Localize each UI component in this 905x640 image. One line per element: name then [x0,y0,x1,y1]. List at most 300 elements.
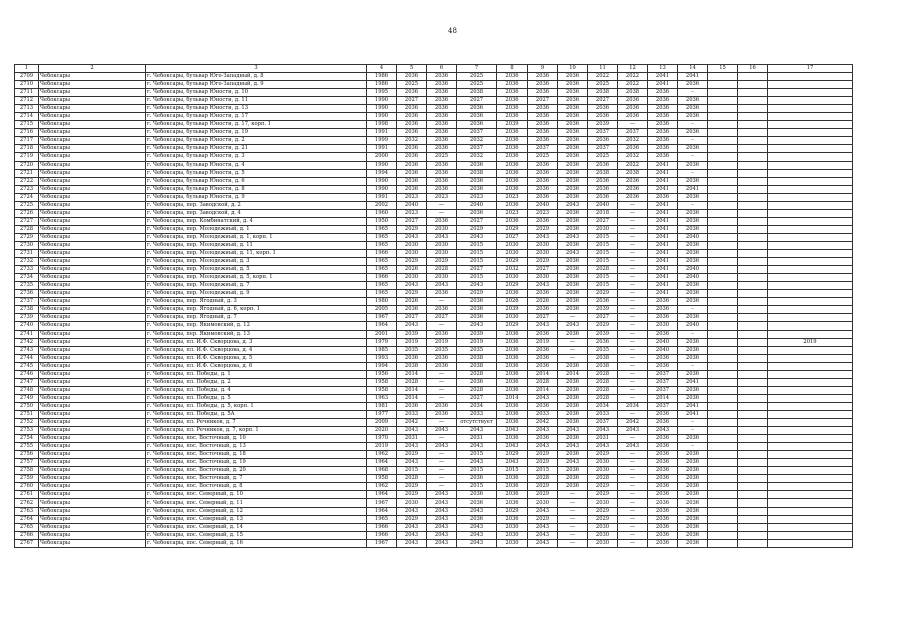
table-cell: 2752 [15,419,39,427]
table-cell: 2036 [528,217,558,225]
table-cell [768,185,853,193]
column-header: 10 [558,65,588,73]
table-cell: 2036 [497,129,528,137]
table-cell [768,402,853,410]
table-cell: 1965 [367,258,397,266]
table-cell: 2026 [397,298,427,306]
table-cell: 2036 [618,185,648,193]
table-cell: 2035 [427,346,457,354]
table-cell: 2034 [457,402,497,410]
table-cell [708,266,738,274]
table-cell: 2015 [457,258,497,266]
table-cell: 2734 [15,274,39,282]
table-row [15,435,853,443]
table-row [15,330,853,338]
table-cell: 2025 [588,153,618,161]
table-cell: 2043 [618,427,648,435]
table-cell: — [618,266,648,274]
table-cell: Чебоксары [39,258,146,266]
table-cell: 2036 [648,499,678,507]
table-cell: 2742 [15,338,39,346]
table-cell: Чебоксары [39,402,146,410]
table-cell: 2036 [558,362,588,370]
table-cell: 2036 [648,193,678,201]
table-cell: 1998 [367,121,397,129]
table-cell: 1963 [367,394,397,402]
table-cell [768,306,853,314]
table-cell: 2723 [15,185,39,193]
table-cell [738,354,768,362]
table-cell: 2040 [648,338,678,346]
table-cell: 2041 [648,282,678,290]
table-cell: — [558,523,588,531]
table-cell: 2036 [497,81,528,89]
table-cell: 2040 [588,201,618,209]
table-cell: – [678,169,708,177]
table-cell: 2043 [648,427,678,435]
table-cell: 2043 [558,427,588,435]
table-cell [708,475,738,483]
table-cell [708,169,738,177]
table-cell: 2032 [457,153,497,161]
table-cell: 2034 [588,402,618,410]
table-cell: 2030 [528,274,558,282]
table-cell: 2026 [497,298,528,306]
table-cell: Чебоксары [39,370,146,378]
table-cell: 2030 [397,241,427,249]
table-cell: 2036 [618,97,648,105]
table-cell: 1999 [367,137,397,145]
table-cell: 2022 [588,73,618,81]
table-cell: 2029 [457,290,497,298]
table-cell: 2037 [588,419,618,427]
table-cell: — [427,467,457,475]
table-cell [708,153,738,161]
table-cell: 1965 [367,282,397,290]
table-cell: г. Чебоксары, бульвар Юности, д. 3 [146,153,367,161]
table-cell [708,515,738,523]
table-cell: 2732 [15,258,39,266]
table-cell: 1968 [367,467,397,475]
table-cell: 2036 [497,113,528,121]
table-cell: 2728 [15,225,39,233]
table-cell [738,298,768,306]
table-row [15,121,853,129]
table-cell: 2040 [678,266,708,274]
table-cell [768,97,853,105]
table-cell: 2036 [397,145,427,153]
table-cell: – [678,121,708,129]
table-row [15,306,853,314]
table-cell: — [558,338,588,346]
table-cell: 2036 [648,362,678,370]
column-header: 9 [528,65,558,73]
table-cell: 2036 [588,113,618,121]
table-cell: 2043 [588,427,618,435]
table-cell: 2039 [497,121,528,129]
table-cell: 2023 [497,193,528,201]
table-cell: 2028 [397,475,427,483]
table-row [15,137,853,145]
table-cell: 1966 [367,250,397,258]
table-cell: 2036 [618,145,648,153]
table-row [15,378,853,386]
table-cell: 2758 [15,467,39,475]
table-cell: 2042 [528,419,558,427]
table-cell: 2036 [648,515,678,523]
table-cell: 2029 [588,483,618,491]
table-cell: 1990 [367,97,397,105]
table-cell: 2028 [528,475,558,483]
table-cell: г. Чебоксары, пл. Победы, д. 4 [146,386,367,394]
table-cell: 2036 [497,161,528,169]
table-row [15,233,853,241]
table-cell: — [558,314,588,322]
table-cell: 2032 [457,137,497,145]
table-cell: 2022 [618,73,648,81]
table-cell: 2023 [497,209,528,217]
table-cell: 2710 [15,81,39,89]
table-cell: 2714 [15,113,39,121]
table-cell: 2043 [558,233,588,241]
table-cell: 2743 [15,346,39,354]
table-cell: 2043 [427,523,457,531]
table-cell: 2745 [15,362,39,370]
table-cell [708,386,738,394]
table-row [15,241,853,249]
table-cell: 2023 [397,193,427,201]
table-cell [708,451,738,459]
table-cell: 2041 [648,209,678,217]
table-cell: — [618,250,648,258]
table-cell [768,419,853,427]
column-header: 14 [678,65,708,73]
table-cell: 2036 [497,330,528,338]
table-cell: 2725 [15,201,39,209]
table-cell: Чебоксары [39,531,146,539]
table-cell: 2036 [648,89,678,97]
table-cell: 2043 [397,443,427,451]
table-cell: 2038 [588,89,618,97]
table-cell: 2029 [457,225,497,233]
table-cell: 2028 [588,378,618,386]
table-cell: 2036 [497,73,528,81]
table-cell: 2019 [397,338,427,346]
table-cell: 2036 [497,475,528,483]
table-cell: 2028 [528,378,558,386]
table-cell: 1965 [367,266,397,274]
table-cell: 2036 [558,475,588,483]
table-cell: г. Чебоксары, пос. Северный, д. 16 [146,539,367,547]
table-cell [738,113,768,121]
table-cell [708,185,738,193]
table-cell: — [618,531,648,539]
table-cell: 2043 [427,531,457,539]
table-cell: 2036 [457,209,497,217]
table-cell: 2036 [558,258,588,266]
table-cell: — [618,539,648,547]
table-cell: 2036 [678,161,708,169]
table-cell: 2765 [15,523,39,531]
table-cell: 1958 [367,386,397,394]
table-cell [738,258,768,266]
table-cell: 2036 [558,298,588,306]
table-cell: 2036 [678,241,708,249]
table-cell: 2019 [528,338,558,346]
table-cell: 2029 [497,282,528,290]
table-cell [738,121,768,129]
table-cell: 2757 [15,459,39,467]
table-cell [768,217,853,225]
table-cell: 2030 [588,467,618,475]
table-cell [738,225,768,233]
table-cell: 2762 [15,499,39,507]
table-cell: 2029 [528,491,558,499]
table-cell: 2023 [427,193,457,201]
table-cell: Чебоксары [39,250,146,258]
table-cell: 2036 [397,129,427,137]
table-cell: 2027 [457,394,497,402]
table-cell: 2015 [457,274,497,282]
table-cell: 2022 [618,161,648,169]
table-cell: 2015 [588,282,618,290]
table-cell [768,378,853,386]
table-cell: 2036 [497,105,528,113]
table-cell: 2036 [497,338,528,346]
table-cell: 2030 [427,250,457,258]
table-cell: 2029 [497,451,528,459]
table-cell: 2015 [457,250,497,258]
table-cell [708,314,738,322]
table-cell [708,467,738,475]
column-header: 7 [457,65,497,73]
table-cell: Чебоксары [39,161,146,169]
table-cell: 2041 [648,201,678,209]
table-cell: 2036 [678,105,708,113]
table-cell: 2043 [497,443,528,451]
table-cell: г. Чебоксары, пл. Победы, д. 2 [146,378,367,386]
table-cell [738,531,768,539]
table-cell: 1980 [367,298,397,306]
table-cell: 2036 [648,523,678,531]
table-cell [738,314,768,322]
table-row [15,443,853,451]
table-row [15,145,853,153]
table-cell: — [558,491,588,499]
table-cell: 2738 [15,306,39,314]
table-cell: 2036 [678,113,708,121]
table-cell: 2733 [15,266,39,274]
table-cell: 2031 [397,435,427,443]
table-cell: 2029 [588,322,618,330]
table-cell: 2036 [497,378,528,386]
table-cell: г. Чебоксары, пер. Молодежный, д. 1 [146,225,367,233]
table-cell: г. Чебоксары, пл. И.Ф. Скворцова, д. 4 [146,346,367,354]
table-cell: 1967 [367,539,397,547]
table-cell: 2043 [427,427,457,435]
table-cell: 2036 [558,274,588,282]
table-cell: — [558,354,588,362]
table-cell: 2036 [497,185,528,193]
table-cell: — [618,475,648,483]
table-cell: 2041 [648,225,678,233]
table-cell: 2036 [678,338,708,346]
table-cell: 2036 [648,491,678,499]
table-cell: 2036 [497,515,528,523]
table-cell: г. Чебоксары, пер. Молодежный, д. 9 [146,290,367,298]
table-cell [768,266,853,274]
table-cell: 2731 [15,250,39,258]
table-row [15,153,853,161]
table-row [15,370,853,378]
table-cell [768,386,853,394]
table-cell: 2043 [457,507,497,515]
column-header: 16 [738,65,768,73]
table-cell: 2028 [457,370,497,378]
table-cell: 2036 [558,105,588,113]
table-cell: г. Чебоксары, пер. Молодежный, д. 7 [146,282,367,290]
table-cell [708,354,738,362]
table-cell: 1966 [367,531,397,539]
table-cell: 2033 [397,410,427,418]
table-cell [768,443,853,451]
table-cell: 2036 [427,97,457,105]
table-cell: г. Чебоксары, бульвар Юности, д. 6 [146,177,367,185]
table-cell: 2036 [678,515,708,523]
table-cell: 2037 [588,129,618,137]
table-cell: 2709 [15,73,39,81]
table-cell: 2027 [497,233,528,241]
table-cell: 2036 [678,523,708,531]
table-cell: 2000 [367,153,397,161]
table-cell: 2036 [678,258,708,266]
table-cell: 2036 [558,97,588,105]
table-cell: 2036 [558,129,588,137]
table-cell: г. Чебоксары, бульвар Юности, д. 4 [146,161,367,169]
table-cell [768,241,853,249]
table-cell [738,89,768,97]
table-cell: Чебоксары [39,81,146,89]
table-cell: 2029 [528,483,558,491]
table-cell: г. Чебоксары, пер. Якимовский, д. 12 [146,322,367,330]
table-cell: Чебоксары [39,153,146,161]
table-cell: Чебоксары [39,306,146,314]
table-cell [738,201,768,209]
table-cell [768,491,853,499]
table-cell [738,185,768,193]
table-cell: 2744 [15,354,39,362]
table-cell: Чебоксары [39,298,146,306]
table-cell: 2036 [648,483,678,491]
table-cell: 1991 [367,193,397,201]
table-cell: г. Чебоксары, пл. Победы, д. 5, корп. 1 [146,402,367,410]
table-cell: 2036 [528,346,558,354]
table-cell: Чебоксары [39,97,146,105]
table-cell: 2748 [15,386,39,394]
table-cell [768,394,853,402]
table-cell: 2030 [427,274,457,282]
column-header: 11 [588,65,618,73]
table-cell: Чебоксары [39,274,146,282]
table-cell [768,258,853,266]
table-cell: 2036 [588,338,618,346]
table-cell: г. Чебоксары, пос. Восточный, д. 20 [146,467,367,475]
table-cell: Чебоксары [39,73,146,81]
table-cell: 2043 [558,250,588,258]
table-cell: 1993 [367,354,397,362]
table-cell: 1995 [367,89,397,97]
table-cell: г. Чебоксары, пос. Северный, д. 12 [146,507,367,515]
table-cell [708,483,738,491]
table-cell: — [427,435,457,443]
table-cell: 2036 [618,193,648,201]
table-cell: – [678,153,708,161]
table-cell: 1964 [367,459,397,467]
table-cell [768,298,853,306]
table-row [15,177,853,185]
table-cell: — [558,539,588,547]
table-cell: 2014 [497,394,528,402]
table-cell [738,475,768,483]
table-cell: 2036 [558,161,588,169]
table-cell: 1981 [367,402,397,410]
table-cell: 2036 [558,410,588,418]
table-cell: — [618,338,648,346]
table-cell [738,539,768,547]
column-header: 5 [397,65,427,73]
table-cell [708,370,738,378]
table-cell: 2036 [648,298,678,306]
table-cell [708,274,738,282]
table-cell: 2036 [648,145,678,153]
table-cell: 2041 [648,266,678,274]
table-cell [738,250,768,258]
table-cell [738,177,768,185]
table-cell [708,89,738,97]
table-cell [708,427,738,435]
table-cell: — [618,346,648,354]
table-cell: — [618,435,648,443]
table-cell: 2036 [558,73,588,81]
table-cell: Чебоксары [39,330,146,338]
table-cell: 2043 [397,233,427,241]
table-cell: 2043 [427,539,457,547]
table-cell: 2036 [427,81,457,89]
table-cell: 2036 [497,153,528,161]
table-cell: Чебоксары [39,507,146,515]
table-cell: 2014 [397,386,427,394]
table-cell [708,129,738,137]
table-cell: 2036 [427,330,457,338]
table-cell [768,475,853,483]
table-cell: 2036 [528,169,558,177]
table-cell: 2036 [528,89,558,97]
table-cell: – [678,137,708,145]
table-cell: г. Чебоксары, пл. И.Ф. Скворцова, д. 5 [146,354,367,362]
table-cell [708,233,738,241]
table-cell: 2033 [528,410,558,418]
table-cell [708,97,738,105]
table-cell: 2035 [397,346,427,354]
table-cell: – [678,443,708,451]
table-cell: 2025 [457,81,497,89]
table-cell: Чебоксары [39,459,146,467]
table-cell [768,410,853,418]
table-cell: — [618,459,648,467]
table-cell: 2015 [588,241,618,249]
table-cell: Чебоксары [39,483,146,491]
table-cell: — [427,209,457,217]
